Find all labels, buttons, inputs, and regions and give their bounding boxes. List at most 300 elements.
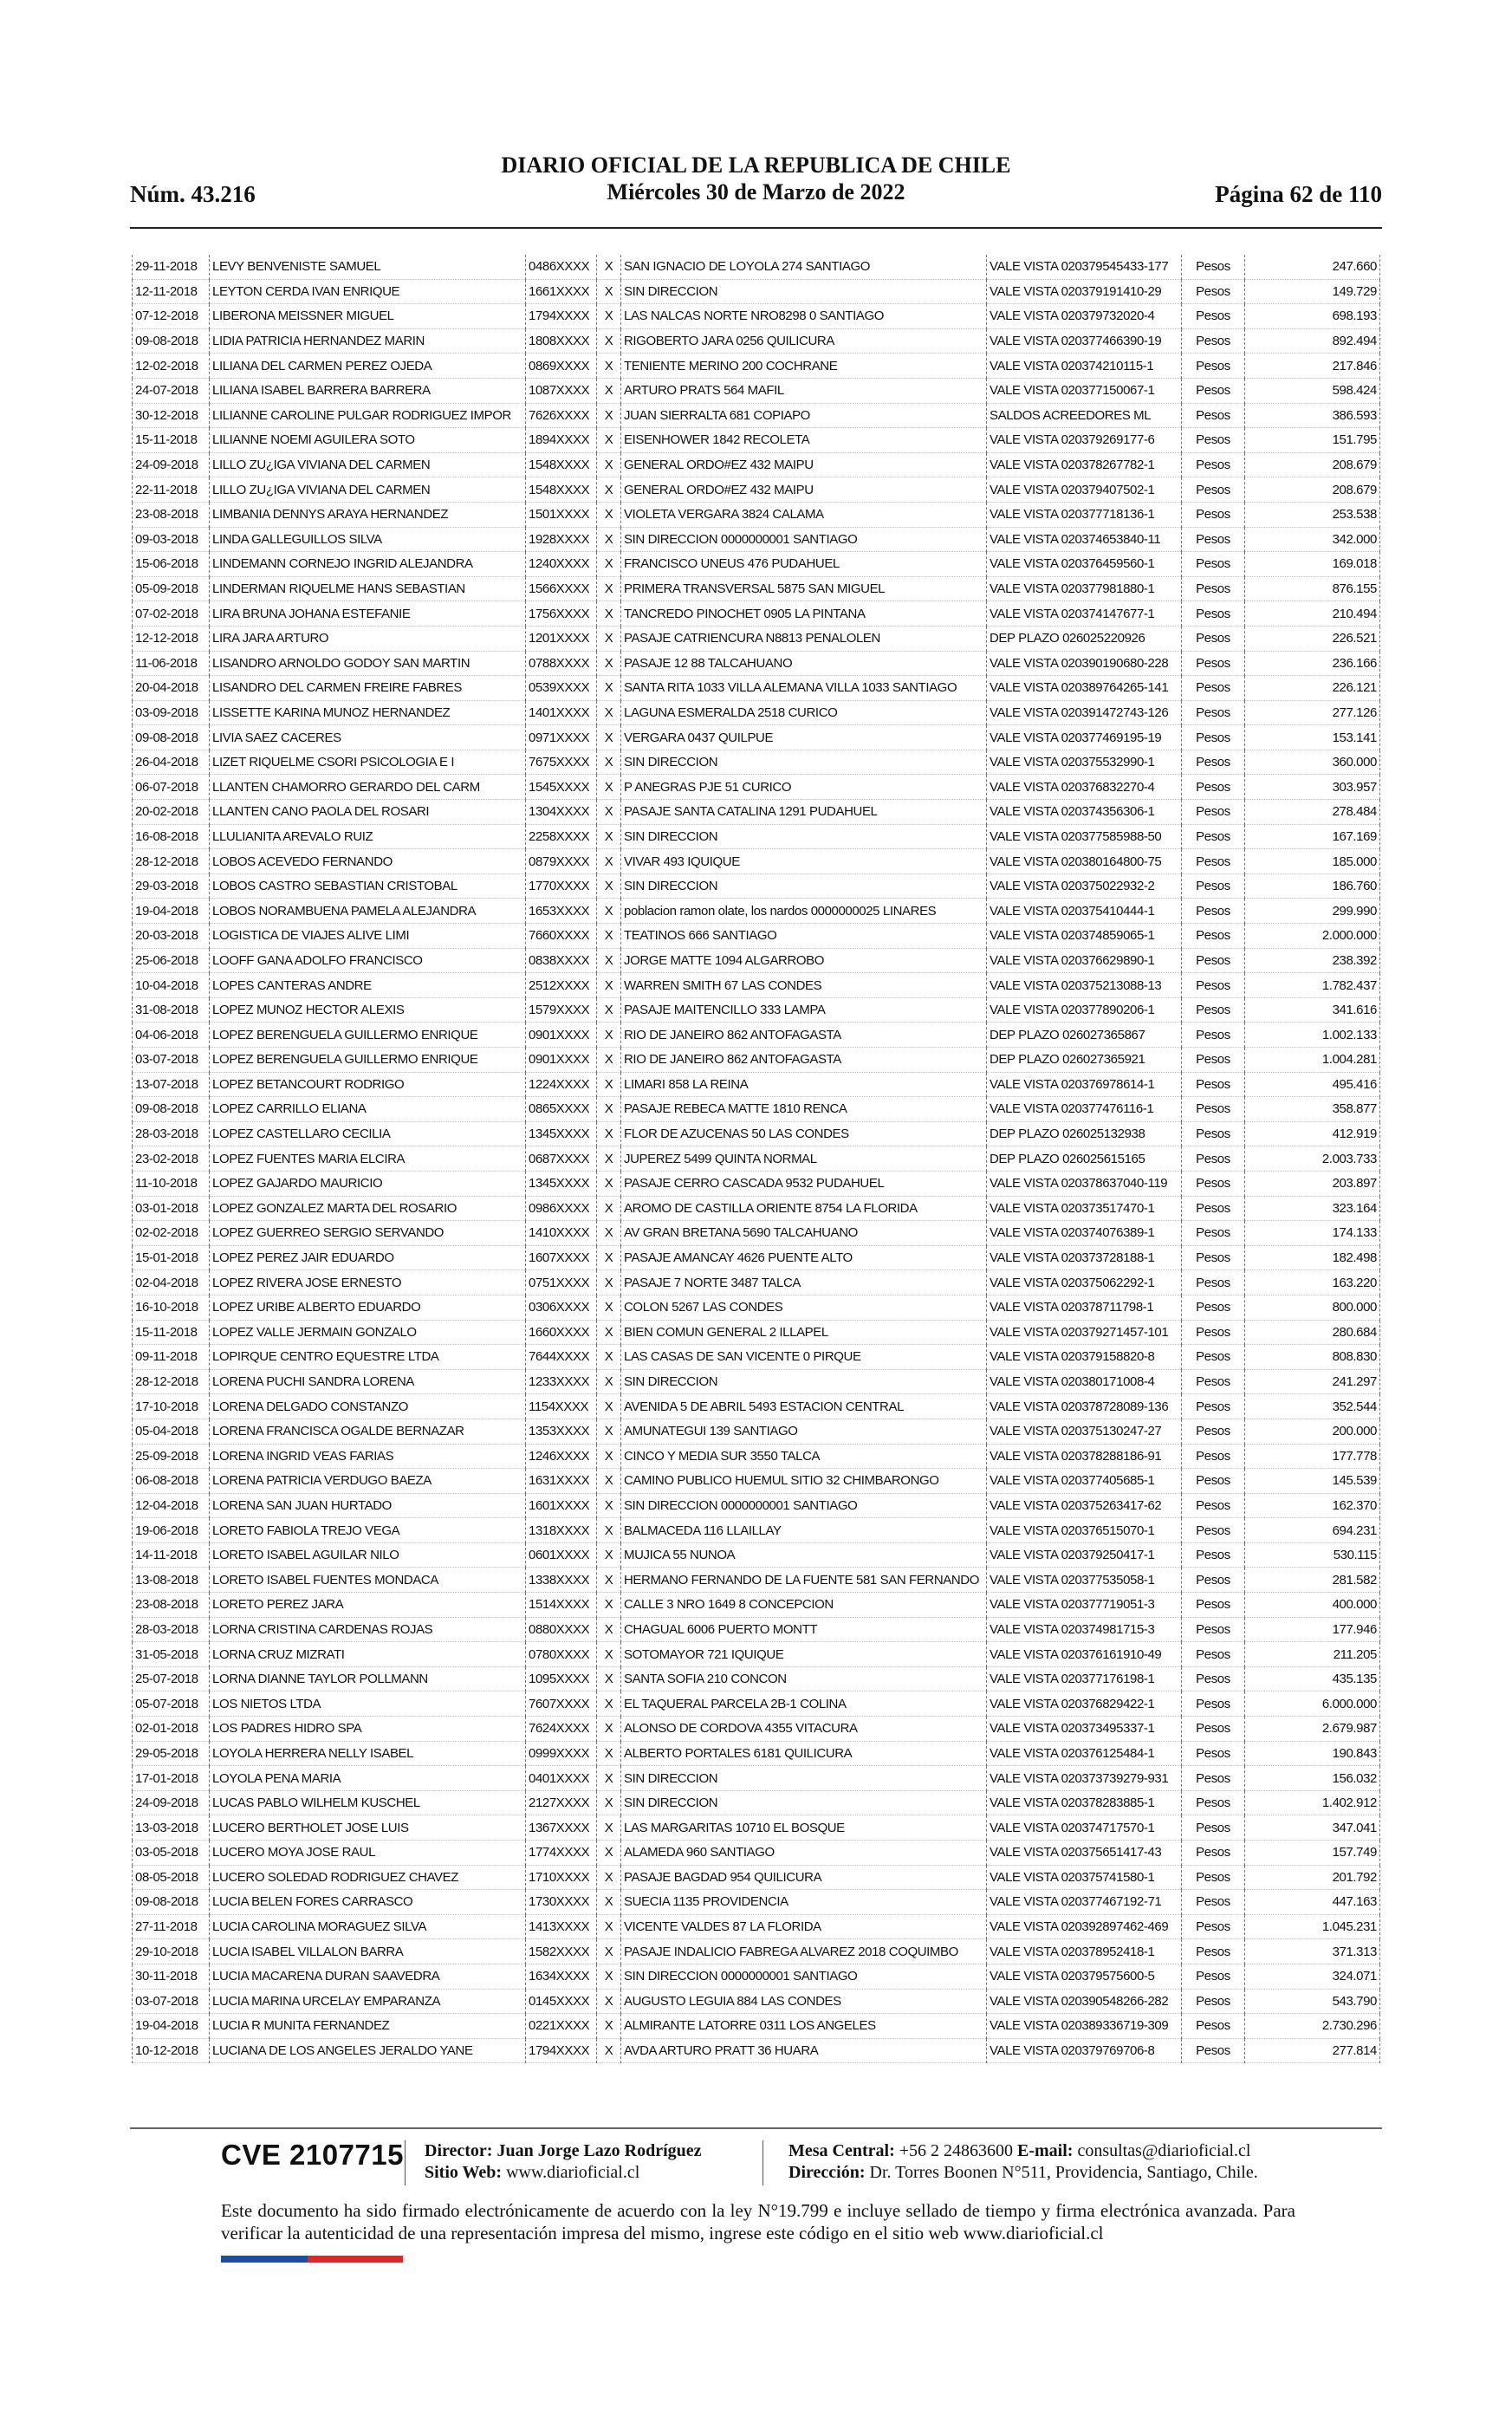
date-cell: 12-02-2018 bbox=[133, 354, 210, 379]
rut-cell: 1808XXXX bbox=[526, 328, 597, 354]
date-cell: 20-04-2018 bbox=[133, 676, 210, 701]
date-cell: 20-03-2018 bbox=[133, 924, 210, 949]
address-cell: LAGUNA ESMERALDA 2518 CURICO bbox=[621, 700, 987, 725]
rut-cell: 0687XXXX bbox=[526, 1146, 597, 1172]
table-row bbox=[133, 328, 1380, 354]
mark-cell: X bbox=[597, 1469, 621, 1494]
mark-cell: X bbox=[597, 1121, 621, 1146]
date-cell: 28-03-2018 bbox=[133, 1617, 210, 1642]
rut-cell: 7675XXXX bbox=[526, 750, 597, 775]
amount-cell: 386.593 bbox=[1245, 403, 1380, 428]
amount-cell: 694.231 bbox=[1245, 1518, 1380, 1543]
amount-cell: 342.000 bbox=[1245, 527, 1380, 552]
currency-cell: Pesos bbox=[1182, 428, 1245, 453]
rut-cell: 1631XXXX bbox=[526, 1469, 597, 1494]
date-cell: 12-12-2018 bbox=[133, 626, 210, 651]
address-cell: LIMARI 858 LA REINA bbox=[621, 1072, 987, 1097]
currency-cell: Pesos bbox=[1182, 477, 1245, 503]
date-cell: 03-07-2018 bbox=[133, 1989, 210, 2014]
instrument-cell: VALE VISTA 020392897462-469 bbox=[987, 1914, 1182, 1939]
name-cell: LOPEZ CARRILLO ELIANA bbox=[210, 1097, 526, 1122]
address-cell: TENIENTE MERINO 200 COCHRANE bbox=[621, 354, 987, 379]
currency-cell: Pesos bbox=[1182, 1790, 1245, 1815]
currency-cell: Pesos bbox=[1182, 1593, 1245, 1618]
address-cell: JORGE MATTE 1094 ALGARROBO bbox=[621, 948, 987, 973]
mark-cell: X bbox=[597, 1394, 621, 1419]
currency-cell: Pesos bbox=[1182, 626, 1245, 651]
instrument-cell: VALE VISTA 020379191410-29 bbox=[987, 279, 1182, 304]
date-cell: 02-02-2018 bbox=[133, 1221, 210, 1246]
instrument-cell: VALE VISTA 020379158820-8 bbox=[987, 1345, 1182, 1370]
address-cell: RIO DE JANEIRO 862 ANTOFAGASTA bbox=[621, 1023, 987, 1048]
mark-cell: X bbox=[597, 1741, 621, 1766]
rut-cell: 7624XXXX bbox=[526, 1717, 597, 1742]
amount-cell: 153.141 bbox=[1245, 725, 1380, 750]
amount-cell: 203.897 bbox=[1245, 1171, 1380, 1196]
amount-cell: 149.729 bbox=[1245, 279, 1380, 304]
date-cell: 25-06-2018 bbox=[133, 948, 210, 973]
date-cell: 12-04-2018 bbox=[133, 1493, 210, 1518]
instrument-cell: VALE VISTA 020377150067-1 bbox=[987, 378, 1182, 403]
date-cell: 10-12-2018 bbox=[133, 2038, 210, 2063]
amount-cell: 299.990 bbox=[1245, 899, 1380, 924]
address-cell: EISENHOWER 1842 RECOLETA bbox=[621, 428, 987, 453]
rut-cell: 1353XXXX bbox=[526, 1419, 597, 1444]
instrument-cell: VALE VISTA 020378283885-1 bbox=[987, 1790, 1182, 1815]
amount-cell: 211.205 bbox=[1245, 1642, 1380, 1667]
instrument-cell: VALE VISTA 020377981880-1 bbox=[987, 576, 1182, 601]
address-cell: EL TAQUERAL PARCELA 2B-1 COLINA bbox=[621, 1692, 987, 1717]
date-cell: 19-04-2018 bbox=[133, 2014, 210, 2039]
mesa-label: Mesa Central: bbox=[788, 2141, 895, 2160]
mark-cell: X bbox=[597, 1939, 621, 1964]
address-cell: SIN DIRECCION 0000000001 SANTIAGO bbox=[621, 1964, 987, 1989]
rut-cell: 0838XXXX bbox=[526, 948, 597, 973]
name-cell: LISSETTE KARINA MUNOZ HERNANDEZ bbox=[210, 700, 526, 725]
mark-cell: X bbox=[597, 1320, 621, 1345]
header-divider bbox=[130, 227, 1382, 229]
address-cell: SIN DIRECCION bbox=[621, 1790, 987, 1815]
currency-cell: Pesos bbox=[1182, 1469, 1245, 1494]
rut-cell: 1154XXXX bbox=[526, 1394, 597, 1419]
mark-cell: X bbox=[597, 824, 621, 849]
instrument-cell: VALE VISTA 020376125484-1 bbox=[987, 1741, 1182, 1766]
table-row bbox=[133, 576, 1380, 601]
mark-cell: X bbox=[597, 1295, 621, 1320]
instrument-cell: VALE VISTA 020373739279-931 bbox=[987, 1766, 1182, 1791]
rut-cell: 1660XXXX bbox=[526, 1320, 597, 1345]
currency-cell: Pesos bbox=[1182, 378, 1245, 403]
mesa-phone: +56 2 24863600 bbox=[899, 2141, 1014, 2160]
amount-cell: 253.538 bbox=[1245, 502, 1380, 527]
address-cell: SANTA SOFIA 210 CONCON bbox=[621, 1666, 987, 1692]
rut-cell: 0788XXXX bbox=[526, 651, 597, 676]
rut-cell: 1240XXXX bbox=[526, 552, 597, 577]
amount-cell: 1.045.231 bbox=[1245, 1914, 1380, 1939]
amount-cell: 200.000 bbox=[1245, 1419, 1380, 1444]
amount-cell: 435.135 bbox=[1245, 1666, 1380, 1692]
rut-cell: 1224XXXX bbox=[526, 1072, 597, 1097]
address-cell: AROMO DE CASTILLA ORIENTE 8754 LA FLORIDA bbox=[621, 1196, 987, 1221]
date-cell: 09-03-2018 bbox=[133, 527, 210, 552]
amount-cell: 210.494 bbox=[1245, 601, 1380, 627]
amount-cell: 6.000.000 bbox=[1245, 1692, 1380, 1717]
amount-cell: 151.795 bbox=[1245, 428, 1380, 453]
mark-cell: X bbox=[597, 2038, 621, 2063]
date-cell: 29-11-2018 bbox=[133, 255, 210, 279]
instrument-cell: VALE VISTA 020373728188-1 bbox=[987, 1245, 1182, 1270]
date-cell: 03-07-2018 bbox=[133, 1048, 210, 1073]
date-cell: 06-07-2018 bbox=[133, 775, 210, 800]
instrument-cell: VALE VISTA 020376832270-4 bbox=[987, 775, 1182, 800]
rut-cell: 0865XXXX bbox=[526, 1097, 597, 1122]
address-cell: JUPEREZ 5499 QUINTA NORMAL bbox=[621, 1146, 987, 1172]
table-row bbox=[133, 1939, 1380, 1964]
amount-cell: 157.749 bbox=[1245, 1841, 1380, 1866]
amount-cell: 162.370 bbox=[1245, 1493, 1380, 1518]
currency-cell: Pesos bbox=[1182, 1295, 1245, 1320]
amount-cell: 281.582 bbox=[1245, 1568, 1380, 1593]
address-cell: PASAJE SANTA CATALINA 1291 PUDAHUEL bbox=[621, 800, 987, 825]
instrument-cell: VALE VISTA 020374981715-3 bbox=[987, 1617, 1182, 1642]
currency-cell: Pesos bbox=[1182, 1964, 1245, 1989]
name-cell: LORENA INGRID VEAS FARIAS bbox=[210, 1444, 526, 1469]
issue-number: Núm. 43.216 bbox=[130, 181, 256, 207]
mark-cell: X bbox=[597, 1841, 621, 1866]
address-cell: SIN DIRECCION 0000000001 SANTIAGO bbox=[621, 1493, 987, 1518]
instrument-cell: VALE VISTA 020374076389-1 bbox=[987, 1221, 1182, 1246]
currency-cell: Pesos bbox=[1182, 1989, 1245, 2014]
currency-cell: Pesos bbox=[1182, 1196, 1245, 1221]
date-cell: 09-08-2018 bbox=[133, 1890, 210, 1915]
mark-cell: X bbox=[597, 1815, 621, 1841]
date-cell: 24-09-2018 bbox=[133, 1790, 210, 1815]
currency-cell: Pesos bbox=[1182, 1518, 1245, 1543]
name-cell: LISANDRO DEL CARMEN FREIRE FABRES bbox=[210, 676, 526, 701]
address-cell: SIN DIRECCION bbox=[621, 279, 987, 304]
instrument-cell: SALDOS ACREEDORES ML bbox=[987, 403, 1182, 428]
instrument-cell: VALE VISTA 020373495337-1 bbox=[987, 1717, 1182, 1742]
table-row bbox=[133, 1270, 1380, 1295]
amount-cell: 185.000 bbox=[1245, 849, 1380, 874]
amount-cell: 360.000 bbox=[1245, 750, 1380, 775]
amount-cell: 226.121 bbox=[1245, 676, 1380, 701]
instrument-cell: VALE VISTA 020379250417-1 bbox=[987, 1542, 1182, 1568]
rut-cell: 1928XXXX bbox=[526, 527, 597, 552]
mark-cell: X bbox=[597, 1493, 621, 1518]
instrument-cell: VALE VISTA 020379545433-177 bbox=[987, 255, 1182, 279]
name-cell: LILIANA ISABEL BARRERA BARRERA bbox=[210, 378, 526, 403]
date-cell: 23-02-2018 bbox=[133, 1146, 210, 1172]
table-row bbox=[133, 1692, 1380, 1717]
name-cell: LUCIA R MUNITA FERNANDEZ bbox=[210, 2014, 526, 2039]
rut-cell: 7626XXXX bbox=[526, 403, 597, 428]
address-cell: PASAJE 12 88 TALCAHUANO bbox=[621, 651, 987, 676]
address-cell: GENERAL ORDO#EZ 432 MAIPU bbox=[621, 477, 987, 503]
name-cell: LORETO ISABEL FUENTES MONDACA bbox=[210, 1568, 526, 1593]
amount-cell: 278.484 bbox=[1245, 800, 1380, 825]
mark-cell: X bbox=[597, 1345, 621, 1370]
name-cell: LLANTEN CANO PAOLA DEL ROSARI bbox=[210, 800, 526, 825]
amount-cell: 280.684 bbox=[1245, 1320, 1380, 1345]
amount-cell: 247.660 bbox=[1245, 255, 1380, 279]
instrument-cell: VALE VISTA 020379269177-6 bbox=[987, 428, 1182, 453]
footer-separator bbox=[405, 2140, 406, 2185]
address-cell: CALLE 3 NRO 1649 8 CONCEPCION bbox=[621, 1593, 987, 1618]
amount-cell: 530.115 bbox=[1245, 1542, 1380, 1568]
rut-cell: 1545XXXX bbox=[526, 775, 597, 800]
name-cell: LLULIANITA AREVALO RUIZ bbox=[210, 824, 526, 849]
date-cell: 20-02-2018 bbox=[133, 800, 210, 825]
table-row bbox=[133, 1345, 1380, 1370]
mark-cell: X bbox=[597, 1593, 621, 1618]
address-cell: COLON 5267 LAS CONDES bbox=[621, 1295, 987, 1320]
currency-cell: Pesos bbox=[1182, 1741, 1245, 1766]
instrument-cell: VALE VISTA 020391472743-126 bbox=[987, 700, 1182, 725]
address-cell: RIO DE JANEIRO 862 ANTOFAGASTA bbox=[621, 1048, 987, 1073]
amount-cell: 169.018 bbox=[1245, 552, 1380, 577]
amount-cell: 236.166 bbox=[1245, 651, 1380, 676]
instrument-cell: VALE VISTA 020376629890-1 bbox=[987, 948, 1182, 973]
rut-cell: 1201XXXX bbox=[526, 626, 597, 651]
name-cell: LUCIANA DE LOS ANGELES JERALDO YANE bbox=[210, 2038, 526, 2063]
instrument-cell: VALE VISTA 020377718136-1 bbox=[987, 502, 1182, 527]
address-cell: ALBERTO PORTALES 6181 QUILICURA bbox=[621, 1741, 987, 1766]
name-cell: LOPIRQUE CENTRO EQUESTRE LTDA bbox=[210, 1345, 526, 1370]
rut-cell: 0401XXXX bbox=[526, 1766, 597, 1791]
name-cell: LISANDRO ARNOLDO GODOY SAN MARTIN bbox=[210, 651, 526, 676]
date-cell: 04-06-2018 bbox=[133, 1023, 210, 1048]
instrument-cell: VALE VISTA 020375062292-1 bbox=[987, 1270, 1182, 1295]
currency-cell: Pesos bbox=[1182, 1270, 1245, 1295]
table-row bbox=[133, 601, 1380, 627]
table-row bbox=[133, 1666, 1380, 1692]
amount-cell: 495.416 bbox=[1245, 1072, 1380, 1097]
currency-cell: Pesos bbox=[1182, 1815, 1245, 1841]
address-cell: TANCREDO PINOCHET 0905 LA PINTANA bbox=[621, 601, 987, 627]
mark-cell: X bbox=[597, 527, 621, 552]
name-cell: LEYTON CERDA IVAN ENRIQUE bbox=[210, 279, 526, 304]
rut-cell: 1087XXXX bbox=[526, 378, 597, 403]
date-cell: 27-11-2018 bbox=[133, 1914, 210, 1939]
currency-cell: Pesos bbox=[1182, 1221, 1245, 1246]
rut-cell: 1730XXXX bbox=[526, 1890, 597, 1915]
instrument-cell: VALE VISTA 020377585988-50 bbox=[987, 824, 1182, 849]
date-cell: 22-11-2018 bbox=[133, 477, 210, 503]
mark-cell: X bbox=[597, 1270, 621, 1295]
currency-cell: Pesos bbox=[1182, 1072, 1245, 1097]
table-row bbox=[133, 1146, 1380, 1172]
name-cell: LOPES CANTERAS ANDRE bbox=[210, 973, 526, 998]
table-row bbox=[133, 1766, 1380, 1791]
date-cell: 07-12-2018 bbox=[133, 304, 210, 329]
name-cell: LUCERO MOYA JOSE RAUL bbox=[210, 1841, 526, 1866]
instrument-cell: VALE VISTA 020374356306-1 bbox=[987, 800, 1182, 825]
rut-cell: 1318XXXX bbox=[526, 1518, 597, 1543]
rut-cell: 1710XXXX bbox=[526, 1865, 597, 1890]
instrument-cell: VALE VISTA 020375651417-43 bbox=[987, 1841, 1182, 1866]
flag-stripe-blue bbox=[221, 2256, 308, 2263]
table-row bbox=[133, 1394, 1380, 1419]
instrument-cell: VALE VISTA 020375532990-1 bbox=[987, 750, 1182, 775]
date-cell: 09-08-2018 bbox=[133, 725, 210, 750]
name-cell: LOPEZ FUENTES MARIA ELCIRA bbox=[210, 1146, 526, 1172]
currency-cell: Pesos bbox=[1182, 1766, 1245, 1791]
rut-cell: 0780XXXX bbox=[526, 1642, 597, 1667]
address-cell: FRANCISCO UNEUS 476 PUDAHUEL bbox=[621, 552, 987, 577]
mark-cell: X bbox=[597, 552, 621, 577]
date-cell: 02-01-2018 bbox=[133, 1717, 210, 1742]
currency-cell: Pesos bbox=[1182, 1048, 1245, 1073]
instrument-cell: VALE VISTA 020375741580-1 bbox=[987, 1865, 1182, 1890]
mark-cell: X bbox=[597, 502, 621, 527]
name-cell: LOPEZ GAJARDO MAURICIO bbox=[210, 1171, 526, 1196]
table-row bbox=[133, 428, 1380, 453]
date-cell: 29-10-2018 bbox=[133, 1939, 210, 1964]
amount-cell: 1.402.912 bbox=[1245, 1790, 1380, 1815]
table-row bbox=[133, 552, 1380, 577]
amount-cell: 156.032 bbox=[1245, 1766, 1380, 1791]
currency-cell: Pesos bbox=[1182, 403, 1245, 428]
instrument-cell: VALE VISTA 020379732020-4 bbox=[987, 304, 1182, 329]
address-cell: SIN DIRECCION 0000000001 SANTIAGO bbox=[621, 527, 987, 552]
name-cell: LILLO ZU¿IGA VIVIANA DEL CARMEN bbox=[210, 477, 526, 503]
rut-cell: 1246XXXX bbox=[526, 1444, 597, 1469]
instrument-cell: VALE VISTA 020377719051-3 bbox=[987, 1593, 1182, 1618]
table-row bbox=[133, 1717, 1380, 1742]
table-row bbox=[133, 1617, 1380, 1642]
instrument-cell: VALE VISTA 020378728089-136 bbox=[987, 1394, 1182, 1419]
mark-cell: X bbox=[597, 1097, 621, 1122]
instrument-cell: VALE VISTA 020379575600-5 bbox=[987, 1964, 1182, 1989]
table-row bbox=[133, 775, 1380, 800]
name-cell: LIRA BRUNA JOHANA ESTEFANIE bbox=[210, 601, 526, 627]
table-row bbox=[133, 527, 1380, 552]
currency-cell: Pesos bbox=[1182, 2038, 1245, 2063]
amount-cell: 303.957 bbox=[1245, 775, 1380, 800]
cve-code: CVE 2107715 bbox=[221, 2139, 404, 2171]
instrument-cell: VALE VISTA 020377466390-19 bbox=[987, 328, 1182, 354]
rut-cell: 0901XXXX bbox=[526, 1048, 597, 1073]
name-cell: LORETO PEREZ JARA bbox=[210, 1593, 526, 1618]
currency-cell: Pesos bbox=[1182, 1023, 1245, 1048]
instrument-cell: VALE VISTA 020379271457-101 bbox=[987, 1320, 1182, 1345]
mark-cell: X bbox=[597, 403, 621, 428]
mark-cell: X bbox=[597, 948, 621, 973]
date-cell: 15-06-2018 bbox=[133, 552, 210, 577]
address-cell: BALMACEDA 116 LLAILLAY bbox=[621, 1518, 987, 1543]
rut-cell: 1661XXXX bbox=[526, 279, 597, 304]
currency-cell: Pesos bbox=[1182, 502, 1245, 527]
instrument-cell: VALE VISTA 020378952418-1 bbox=[987, 1939, 1182, 1964]
name-cell: LOYOLA PENA MARIA bbox=[210, 1766, 526, 1791]
currency-cell: Pesos bbox=[1182, 725, 1245, 750]
date-cell: 03-01-2018 bbox=[133, 1196, 210, 1221]
address-cell: PASAJE CATRIENCURA N8813 PENALOLEN bbox=[621, 626, 987, 651]
currency-cell: Pesos bbox=[1182, 1642, 1245, 1667]
mark-cell: X bbox=[597, 1666, 621, 1692]
instrument-cell: VALE VISTA 020378711798-1 bbox=[987, 1295, 1182, 1320]
date-cell: 05-07-2018 bbox=[133, 1692, 210, 1717]
address-cell: PASAJE MAITENCILLO 333 LAMPA bbox=[621, 997, 987, 1023]
address-cell: SANTA RITA 1033 VILLA ALEMANA VILLA 1033 SANTIAGO bbox=[621, 676, 987, 701]
table-row bbox=[133, 1914, 1380, 1939]
table-row bbox=[133, 849, 1380, 874]
amount-cell: 277.814 bbox=[1245, 2038, 1380, 2063]
rut-cell: 7607XXXX bbox=[526, 1692, 597, 1717]
amount-cell: 447.163 bbox=[1245, 1890, 1380, 1915]
table-row bbox=[133, 924, 1380, 949]
rut-cell: 1410XXXX bbox=[526, 1221, 597, 1246]
table-row bbox=[133, 1741, 1380, 1766]
currency-cell: Pesos bbox=[1182, 899, 1245, 924]
name-cell: LOPEZ BERENGUELA GUILLERMO ENRIQUE bbox=[210, 1048, 526, 1073]
mark-cell: X bbox=[597, 997, 621, 1023]
instrument-cell: VALE VISTA 020379769706-8 bbox=[987, 2038, 1182, 2063]
instrument-cell: VALE VISTA 020376515070-1 bbox=[987, 1518, 1182, 1543]
instrument-cell: VALE VISTA 020374859065-1 bbox=[987, 924, 1182, 949]
mark-cell: X bbox=[597, 1221, 621, 1246]
name-cell: LOPEZ BETANCOURT RODRIGO bbox=[210, 1072, 526, 1097]
date-cell: 30-11-2018 bbox=[133, 1964, 210, 1989]
date-cell: 15-11-2018 bbox=[133, 428, 210, 453]
director-label: Director: bbox=[425, 2141, 493, 2160]
name-cell: LUCIA BELEN FORES CARRASCO bbox=[210, 1890, 526, 1915]
address-cell: ALMIRANTE LATORRE 0311 LOS ANGELES bbox=[621, 2014, 987, 2039]
date-cell: 09-08-2018 bbox=[133, 328, 210, 354]
table-row bbox=[133, 1023, 1380, 1048]
instrument-cell: DEP PLAZO 026025220926 bbox=[987, 626, 1182, 651]
instrument-cell: VALE VISTA 020379407502-1 bbox=[987, 477, 1182, 503]
date-cell: 24-09-2018 bbox=[133, 452, 210, 477]
rut-cell: 7660XXXX bbox=[526, 924, 597, 949]
table-row bbox=[133, 502, 1380, 527]
amount-cell: 238.392 bbox=[1245, 948, 1380, 973]
currency-cell: Pesos bbox=[1182, 1121, 1245, 1146]
name-cell: LORENA FRANCISCA OGALDE BERNAZAR bbox=[210, 1419, 526, 1444]
rut-cell: 1794XXXX bbox=[526, 2038, 597, 2063]
issue-date: Miércoles 30 de Marzo de 2022 bbox=[607, 179, 905, 205]
address-cell: SAN IGNACIO DE LOYOLA 274 SANTIAGO bbox=[621, 255, 987, 279]
table-row bbox=[133, 626, 1380, 651]
currency-cell: Pesos bbox=[1182, 1666, 1245, 1692]
table-row bbox=[133, 2038, 1380, 2063]
address-cell: SIN DIRECCION bbox=[621, 1369, 987, 1394]
instrument-cell: VALE VISTA 020377476116-1 bbox=[987, 1097, 1182, 1122]
date-cell: 16-08-2018 bbox=[133, 824, 210, 849]
date-cell: 19-04-2018 bbox=[133, 899, 210, 924]
table-row bbox=[133, 1493, 1380, 1518]
instrument-cell: VALE VISTA 020374717570-1 bbox=[987, 1815, 1182, 1841]
currency-cell: Pesos bbox=[1182, 1841, 1245, 1866]
mark-cell: X bbox=[597, 1146, 621, 1172]
mark-cell: X bbox=[597, 601, 621, 627]
amount-cell: 412.919 bbox=[1245, 1121, 1380, 1146]
name-cell: LILIANA DEL CARMEN PEREZ OJEDA bbox=[210, 354, 526, 379]
name-cell: LORNA CRISTINA CARDENAS ROJAS bbox=[210, 1617, 526, 1642]
currency-cell: Pesos bbox=[1182, 304, 1245, 329]
site-link[interactable]: www.diarioficial.cl bbox=[506, 2163, 640, 2182]
footer-separator bbox=[762, 2140, 763, 2185]
journal-title: DIARIO OFICIAL DE LA REPUBLICA DE CHILE bbox=[501, 153, 1011, 178]
amount-cell: 543.790 bbox=[1245, 1989, 1380, 2014]
address-cell: VIVAR 493 IQUIQUE bbox=[621, 849, 987, 874]
address-cell: AVENIDA 5 DE ABRIL 5493 ESTACION CENTRAL bbox=[621, 1394, 987, 1419]
address-cell: PASAJE CERRO CASCADA 9532 PUDAHUEL bbox=[621, 1171, 987, 1196]
name-cell: LOBOS ACEVEDO FERNANDO bbox=[210, 849, 526, 874]
currency-cell: Pesos bbox=[1182, 1493, 1245, 1518]
email-link[interactable]: consultas@diarioficial.cl bbox=[1077, 2141, 1251, 2160]
